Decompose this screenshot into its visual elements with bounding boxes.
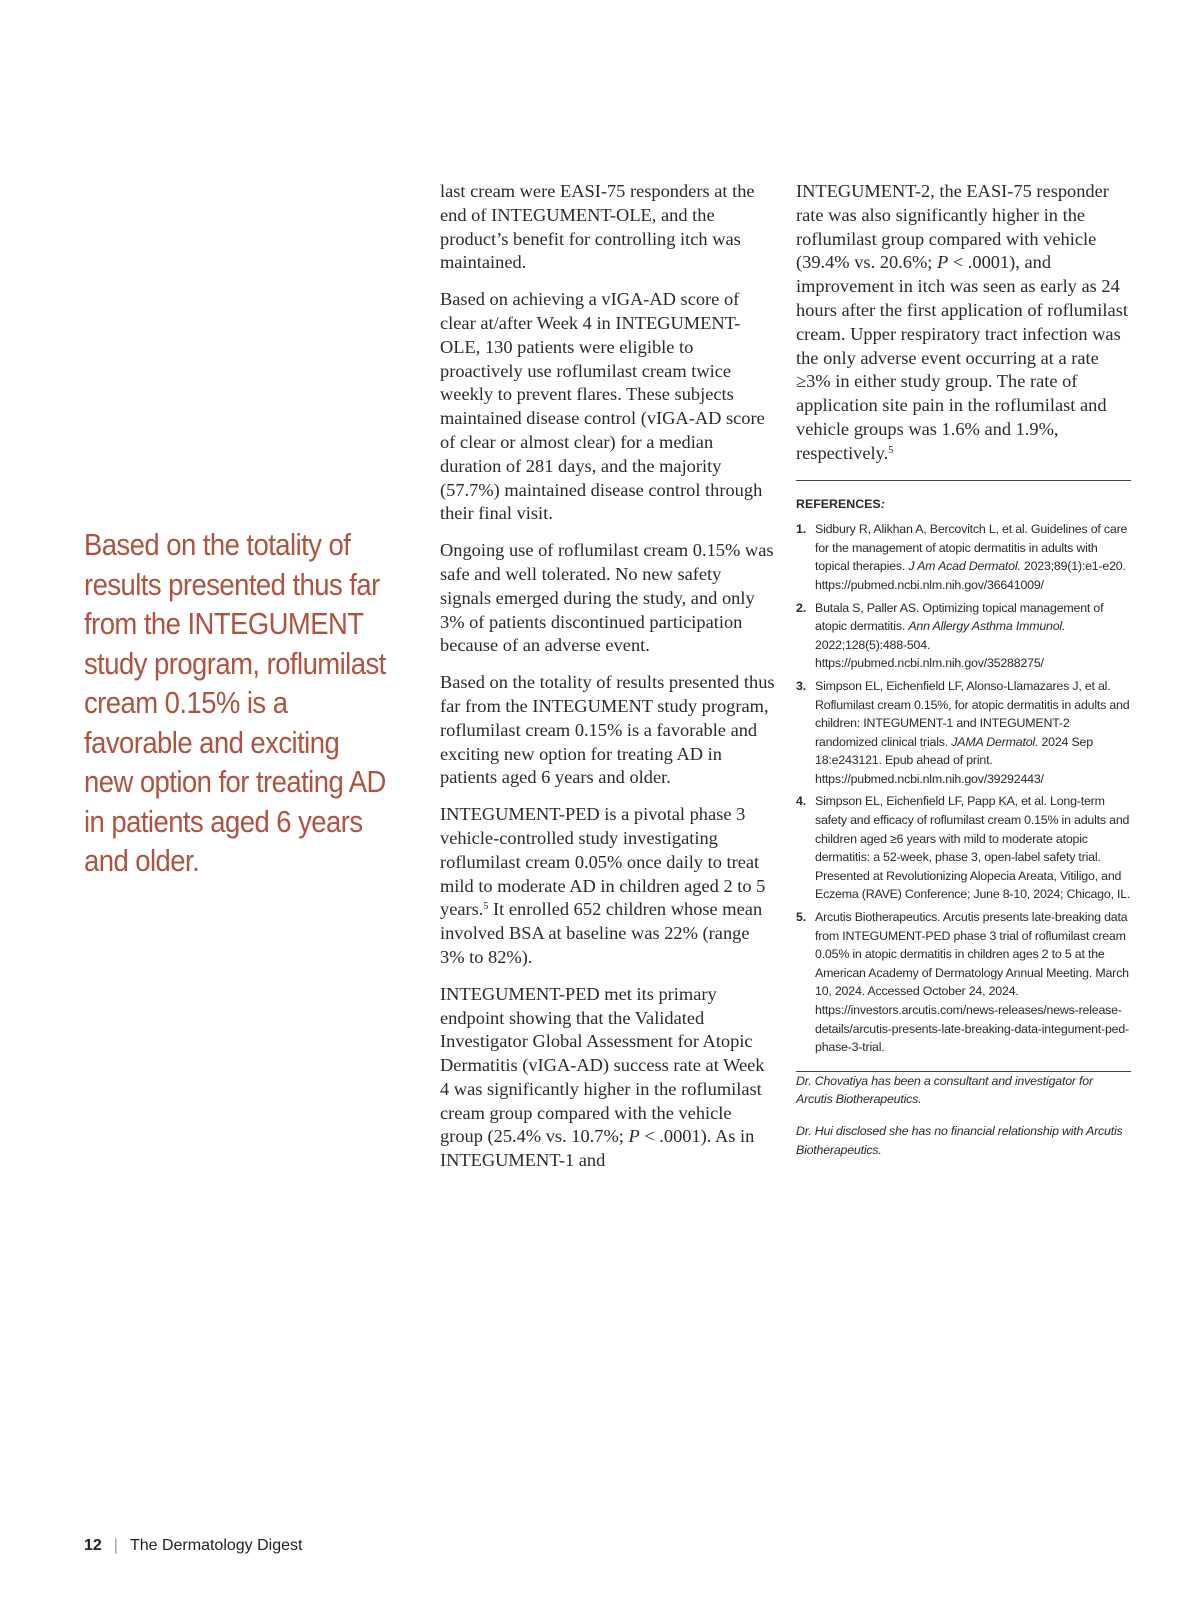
reference-item bbox=[796, 792, 1131, 904]
text-span: INTEGUMENT-2, the EASI-75 responder rate was also significantly higher in the roflumilast group compared with vehicle (39.4% vs. 20.6%; bbox=[796, 181, 1109, 273]
reference-text: Sidbury R, Alikhan A, Bercovitch L, et al. Guidelines of care for the management of atopic dermatitis in adults with topical therapies. bbox=[815, 522, 1128, 574]
reference-item bbox=[796, 520, 1131, 594]
reference-journal: J Am Acad Dermatol. bbox=[908, 559, 1021, 574]
divider bbox=[796, 480, 1131, 481]
page-number: 12 bbox=[84, 1537, 102, 1554]
p-value-italic: P bbox=[628, 1126, 640, 1147]
text-span: INTEGUMENT-PED met its primary endpoint showing that the Validated Investigator Global Assessment for Atopic Dermatitis (vIGA-AD) success rate at Week 4 was significantly higher in the roflumilast cream group compared with the vehicle group (25.4% vs. 10.7%; bbox=[440, 983, 765, 1147]
text-span: INTEGUMENT-PED is a pivotal phase 3 vehicle-controlled study investigating roflumilast cream 0.05% once daily to treat mild to moderate AD in children aged 2 to 5 years. bbox=[440, 804, 766, 920]
reference-item bbox=[796, 677, 1131, 789]
paragraph bbox=[440, 803, 775, 970]
references-heading bbox=[796, 495, 1131, 514]
reference-number: 2. bbox=[796, 600, 806, 615]
references-section bbox=[796, 495, 1131, 1057]
reference-text: Butala S, Paller AS. Optimizing topical management of atopic dermatitis. bbox=[815, 600, 1104, 634]
disclosure: Dr. Hui disclosed she has no financial relationship with Arcutis Biotherapeutics. bbox=[796, 1123, 1123, 1157]
text-span: < .0001), and improvement in itch was seen as early as 24 hours after the first application of roflumilast cream. Upper respiratory tract infection was the only adverse event occurring at a rate ≥3% in either study group. The rate of application site pain in the roflumilast and vehicle groups was 1.6% and 1.9%, respectively. bbox=[796, 252, 1128, 463]
reference-number: 3. bbox=[796, 678, 806, 693]
text-span: It enrolled 652 children whose mean involved BSA at baseline was 22% (range 3% to 82%). bbox=[440, 899, 763, 967]
paragraph bbox=[440, 983, 775, 1173]
references-heading-text: REFERENCES bbox=[796, 496, 881, 511]
reference-text: Simpson EL, Eichenfield LF, Alonso-Llamazares J, et al. Roflumilast cream 0.15%, for atopic dermatitis in adults and children: INTEGUMENT-1 and INTEGUMENT-2 randomized clinical trials. bbox=[815, 678, 1130, 749]
reference-journal: Ann Allergy Asthma Immunol. bbox=[908, 619, 1066, 634]
disclosure: Dr. Chovatiya has been a consultant and investigator for Arcutis Biotherapeutics. bbox=[796, 1073, 1093, 1107]
paragraph bbox=[796, 180, 1131, 466]
reference-text: Simpson EL, Eichenfield LF, Papp KA, et al. Long-term safety and efficacy of roflumilast cream 0.15% in adults and children aged ≥6 years with mild to moderate atopic dermatitis: a 52-week, phase 3, open-label safety trial. Presented at Revolutionizing Alopecia Areata, Vitiligo, and Eczema (RAVE) Conference; June 8-10, 2024; Chicago, IL. bbox=[815, 794, 1131, 902]
reference-item bbox=[796, 599, 1131, 673]
page-footer bbox=[84, 1537, 302, 1555]
pull-quote: Based on the totality of results presented thus far from the INTEGUMENT study program, roflumilast cream 0.15% is a favorable and exciting new option for treating AD in patients aged 6 years and older. bbox=[84, 528, 386, 878]
paragraph: Based on achieving a vIGA-AD score of clear at/after Week 4 in INTEGUMENT-OLE, 130 patients were eligible to proactively use roflumilast cream twice weekly to prevent flares. These subjects maintained disease control (vIGA-AD score of clear or almost clear) for a median duration of 281 days, and the majority (57.7%) maintained disease control through their final visit. bbox=[440, 289, 765, 524]
reference-number: 4. bbox=[796, 794, 806, 809]
reference-number: 1. bbox=[796, 522, 806, 537]
p-value-italic: P bbox=[936, 252, 949, 273]
reference-text: 2023;89(1):e1-e20. https://pubmed.ncbi.nlm.nih.gov/36641009/ bbox=[815, 559, 1126, 592]
citation-superscript: 5 bbox=[483, 901, 489, 913]
article-column-right bbox=[796, 180, 1131, 1172]
paragraph: Ongoing use of roflumilast cream 0.15% was safe and well tolerated. No new safety signals emerged during the study, and only 3% of patients discontinued participation because of an adverse event. bbox=[440, 540, 774, 656]
references-heading-colon: : bbox=[880, 496, 885, 511]
publication-name: The Dermatology Digest bbox=[129, 1537, 303, 1554]
reference-text: 2024 Sep 18:e243121. Epub ahead of print. https://pubmed.ncbi.nlm.nih.gov/39292443/ bbox=[815, 734, 1093, 786]
reference-text: 2022;128(5):488-504. https://pubmed.ncbi.nlm.nih.gov/35288275/ bbox=[815, 637, 1044, 671]
reference-text: Arcutis Biotherapeutics. Arcutis presents late-breaking data from INTEGUMENT-PED phase 3 trial of roflumilast cream 0.05% in atopic dermatitis in children ages 2 to 5 at the American Academy of Dermatology Annual Meeting. March 10, 2024. Accessed October 24, 2024. https://investors.arcutis.com/news-releases/news-release-details/arcutis-presents-late-breaking-data-integument-ped-phase-3-trial. bbox=[815, 910, 1129, 1055]
reference-item bbox=[796, 908, 1131, 1057]
article-column-middle bbox=[440, 180, 775, 1186]
citation-superscript: 5 bbox=[888, 444, 894, 456]
text-span: < .0001). As in INTEGUMENT-1 and bbox=[440, 1126, 755, 1171]
references-list bbox=[796, 520, 1131, 1057]
reference-journal: JAMA Dermatol. bbox=[951, 734, 1039, 749]
paragraph: last cream were EASI-75 responders at the end of INTEGUMENT-OLE, and the product’s benefit for controlling itch was maintained. bbox=[440, 181, 755, 273]
footer-separator: | bbox=[113, 1537, 118, 1554]
paragraph: Based on the totality of results presented thus far from the INTEGUMENT study program, roflumilast cream 0.15% is a favorable and exciting new option for treating AD in patients aged 6 years and older. bbox=[440, 672, 775, 788]
reference-number: 5. bbox=[796, 910, 806, 925]
